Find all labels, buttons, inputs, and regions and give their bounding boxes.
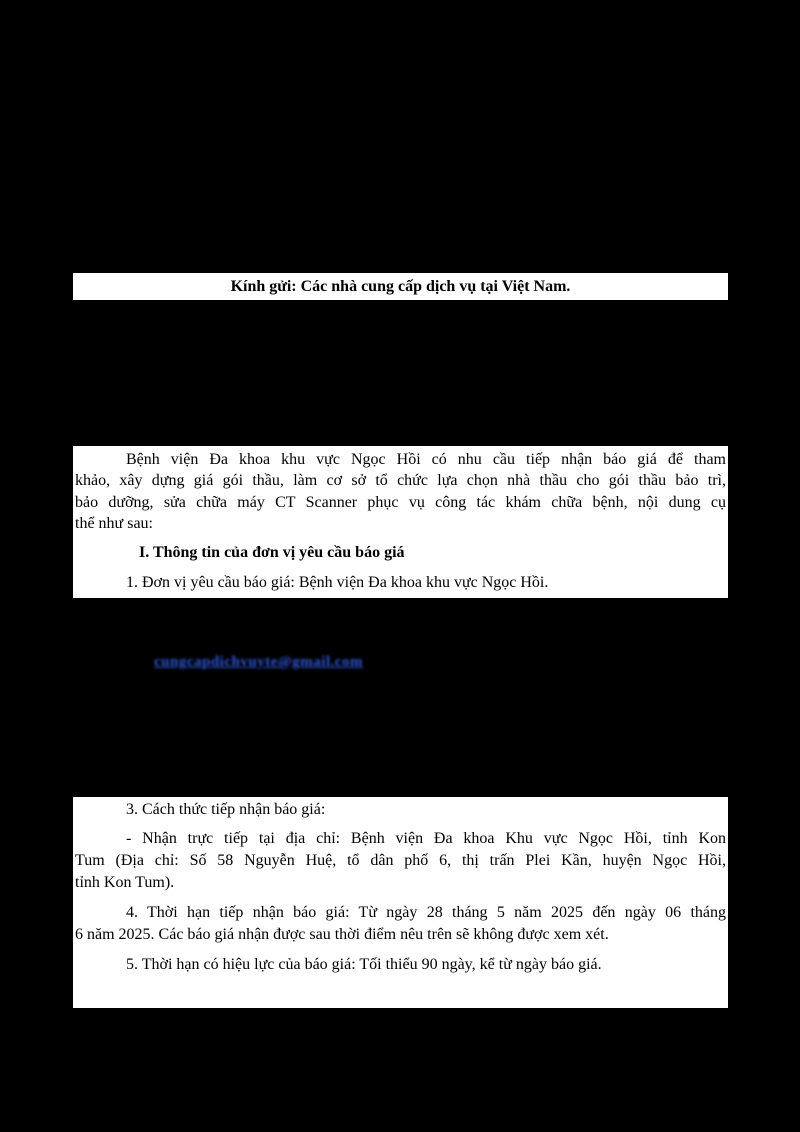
intro-line-2: khảo, xây dựng giá gói thầu, làm cơ sở tổ chức lựa chọn nhà thầu cho gói thầu bảo trì, [75, 472, 726, 489]
item-5: 5. Thời hạn có hiệu lực của báo giá: Tối thiểu 90 ngày, kể từ ngày báo giá. [126, 956, 602, 973]
salutation-block [73, 273, 728, 300]
intro-line-4: thể như sau: [75, 515, 153, 532]
intro-line-3: bảo dưỡng, sửa chữa máy CT Scanner phục vụ công tác khám chữa bệnh, nội dung cụ [75, 494, 726, 511]
item-3: 3. Cách thức tiếp nhận báo giá: [126, 801, 326, 818]
direct-receipt-line-3: tỉnh Kon Tum). [75, 874, 175, 891]
section-1-item-1: 1. Đơn vị yêu cầu báo giá: Bệnh viện Đa khoa khu vực Ngọc Hồi. [126, 574, 549, 591]
direct-receipt-line-1: - Nhận trực tiếp tại địa chỉ: Bệnh viện Đa khoa Khu vực Ngọc Hồi, tỉnh Kon [126, 830, 726, 847]
email-link[interactable]: cungcapdichvuyte@gmail.com [154, 654, 364, 670]
intro-block [73, 446, 728, 598]
intro-line-1: Bệnh viện Đa khoa khu vực Ngọc Hồi có nhu cầu tiếp nhận báo giá để tham [126, 451, 726, 468]
receipt-info-block [73, 797, 728, 1008]
salutation: Kính gửi: Các nhà cung cấp dịch vụ tại Việt Nam. [230, 278, 571, 295]
section-1-heading: I. Thông tin của đơn vị yêu cầu báo giá [139, 544, 405, 561]
item-4-line-1: 4. Thời hạn tiếp nhận báo giá: Từ ngày 28 tháng 5 năm 2025 đến ngày 06 tháng [126, 904, 726, 921]
item-4-line-2: 6 năm 2025. Các báo giá nhận được sau thời điểm nêu trên sẽ không được xem xét. [75, 926, 609, 943]
direct-receipt-line-2: Tum (Địa chỉ: Số 58 Nguyễn Huệ, tổ dân phố 6, thị trấn Plei Kần, huyện Ngọc Hồi, [75, 852, 726, 869]
